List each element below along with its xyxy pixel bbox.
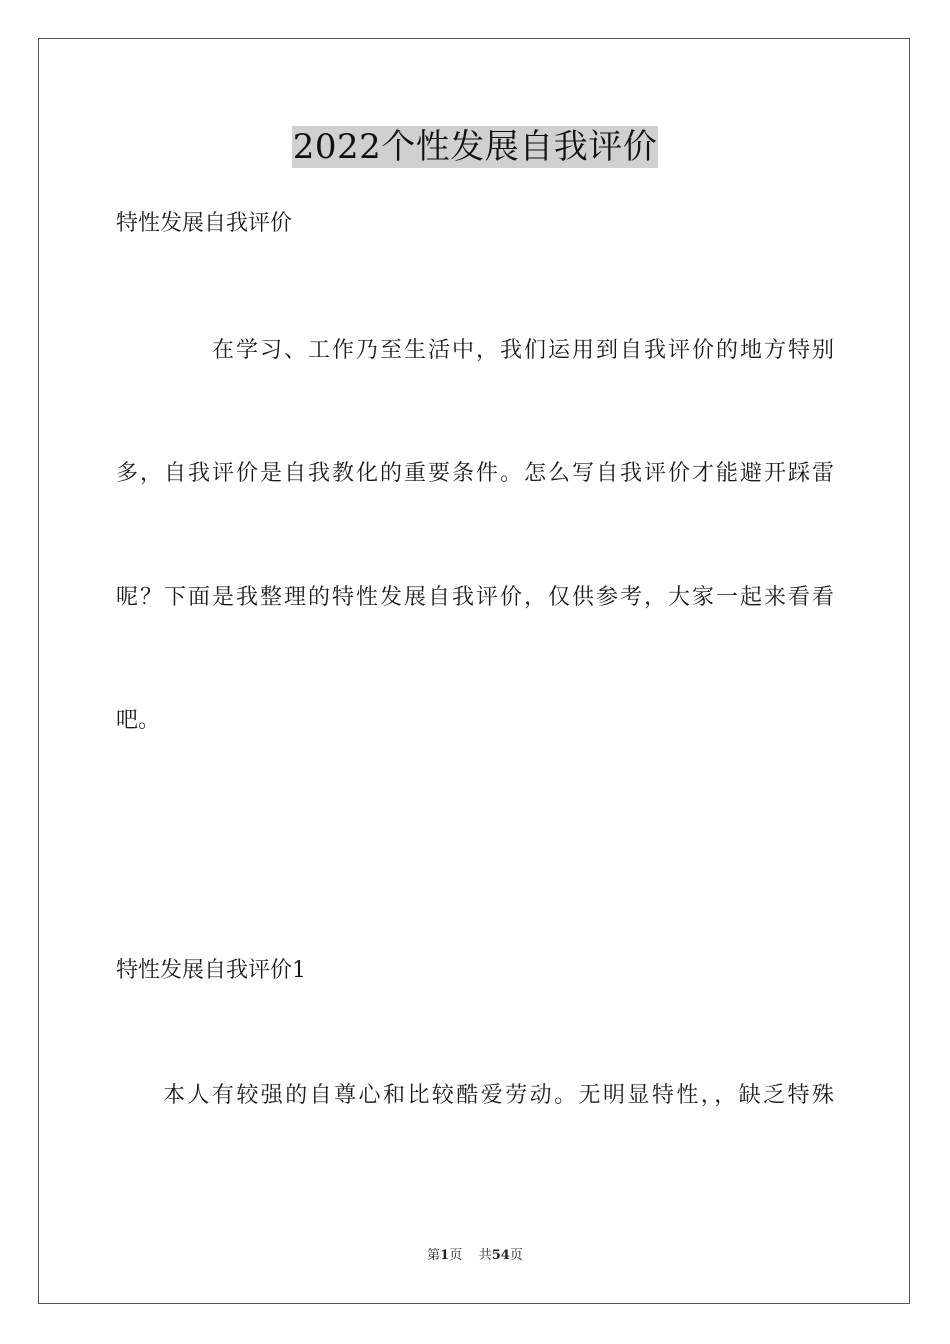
- intro-line-4: 吧。: [116, 708, 161, 733]
- total-suffix: 页: [509, 1248, 523, 1263]
- intro-line-1: 在学习、工作乃至生活中，我们运用到自我评价的地方特别: [212, 338, 834, 363]
- page-prefix: 第: [427, 1248, 441, 1263]
- intro-line-3: 呢？下面是我整理的特性发展自我评价，仅供参考，大家一起来看看: [116, 585, 834, 610]
- document-title: 2022个性发展自我评价: [292, 127, 658, 167]
- section-line-1: 本人有较强的自尊心和比较酷爱劳动。无明显特性，，缺乏特殊: [163, 1083, 834, 1108]
- document-subtitle: 特性发展自我评价: [116, 211, 293, 236]
- page-footer: [0, 1247, 950, 1265]
- page-suffix: 页: [449, 1248, 463, 1263]
- page-number: 1: [440, 1248, 450, 1263]
- total-prefix: 共: [478, 1248, 492, 1263]
- total-pages: 54: [491, 1248, 510, 1263]
- section-heading: 特性发展自我评价1: [116, 958, 306, 983]
- title-container: [0, 126, 950, 168]
- intro-line-2: 多，自我评价是自我教化的重要条件。怎么写自我评价才能避开踩雷: [116, 461, 834, 486]
